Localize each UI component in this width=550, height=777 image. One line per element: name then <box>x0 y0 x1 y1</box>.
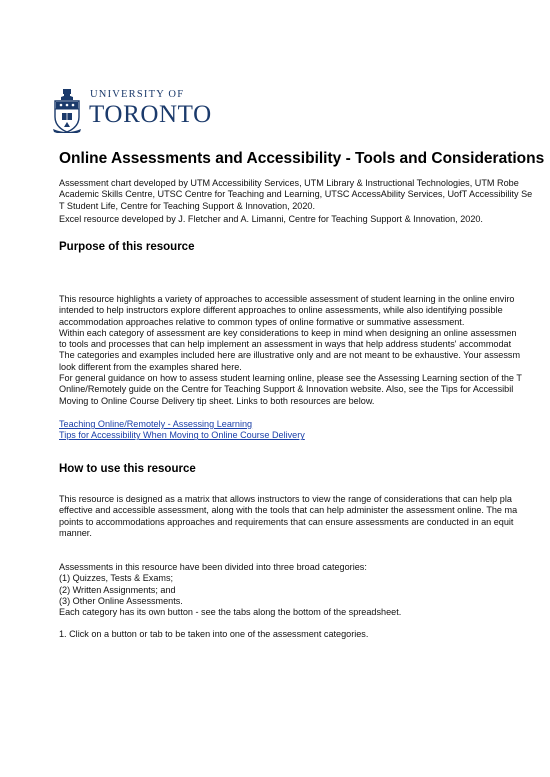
purpose-heading: Purpose of this resource <box>59 241 195 253</box>
howto-line: points to accommodations approaches and requirements that can ensure assessments are conducted in an equit <box>59 516 514 527</box>
howto-body <box>59 494 550 539</box>
credits-block <box>59 178 550 212</box>
credits-line: Academic Skills Centre, UTSC Centre for Teaching and Learning, UTSC AccessAbility Services, UofT Accessibility Se <box>59 189 533 200</box>
accessibility-tips-link[interactable]: Tips for Accessibility When Moving to Online Course Delivery <box>59 430 305 441</box>
purpose-line: The categories and examples included here are illustrative only and are not meant to be exhaustive. Your assessm <box>59 350 521 361</box>
excel-credit <box>59 214 550 225</box>
step-1 <box>59 629 550 640</box>
purpose-line: to tools and processes that can help implement an assessment in ways that help address students' accommodat <box>59 339 512 350</box>
categories-block <box>59 562 550 618</box>
howto-line: This resource is designed as a matrix that allows instructors to view the range of considerations that can help pla <box>59 494 512 504</box>
purpose-line: For general guidance on how to assess student learning online, please see the Assessing Learning section of the T <box>59 373 522 384</box>
purpose-line: Within each category of assessment are key considerations to keep in mind when designing an online assessmen <box>59 327 517 338</box>
university-logo <box>52 87 212 141</box>
purpose-line: Online/Remotely guide on the Centre for Teaching Support & Innovation website. Also, see the Tips for Accessibil <box>59 384 514 395</box>
categories-line: (3) Other Online Assessments. <box>59 595 183 606</box>
credits-line: T Student Life, Centre for Teaching Support & Innovation, 2020. <box>59 200 315 211</box>
step-1-line: 1. Click on a button or tab to be taken into one of the assessment categories. <box>59 629 369 639</box>
categories-line: (1) Quizzes, Tests & Exams; <box>59 573 174 584</box>
assessing-learning-link[interactable]: Teaching Online/Remotely - Assessing Learning <box>59 419 253 429</box>
excel-credit-line: Excel resource developed by J. Fletcher and A. Limanni, Centre for Teaching Support & Innovation, 2020. <box>59 214 483 224</box>
purpose-line: look different from the examples shared here. <box>59 361 242 372</box>
resource-links <box>59 419 550 442</box>
howto-line: effective and accessible assessment, along with the tools that can help administer the assessment online. The ma <box>59 505 518 516</box>
page-title: Online Assessments and Accessibility - Tools and Considerations <box>59 150 545 167</box>
howto-heading: How to use this resource <box>59 463 196 475</box>
purpose-line: This resource highlights a variety of approaches to accessible assessment of student learning in the online enviro <box>59 294 515 304</box>
purpose-body <box>59 294 550 407</box>
purpose-line: intended to help instructors explore different approaches to online assessments, while also identifying possible <box>59 305 503 316</box>
categories-line: Assessments in this resource have been divided into three broad categories: <box>59 562 367 572</box>
categories-line: Each category has its own button - see the tabs along the bottom of the spreadsheet. <box>59 607 402 618</box>
purpose-line: accommodation approaches relative to common types of online formative or summative assessment. <box>59 316 465 327</box>
crest-icon <box>52 89 82 133</box>
howto-line: manner. <box>59 527 92 538</box>
logo-toronto: TORONTO <box>89 101 212 128</box>
credits-line: Assessment chart developed by UTM Accessibility Services, UTM Library & Instructional Technologies, UTM Robe <box>59 178 519 188</box>
purpose-line: Moving to Online Course Delivery tip sheet. Links to both resources are below. <box>59 395 375 406</box>
categories-line: (2) Written Assignments; and <box>59 584 176 595</box>
logo-university-of: UNIVERSITY OF <box>90 89 185 100</box>
